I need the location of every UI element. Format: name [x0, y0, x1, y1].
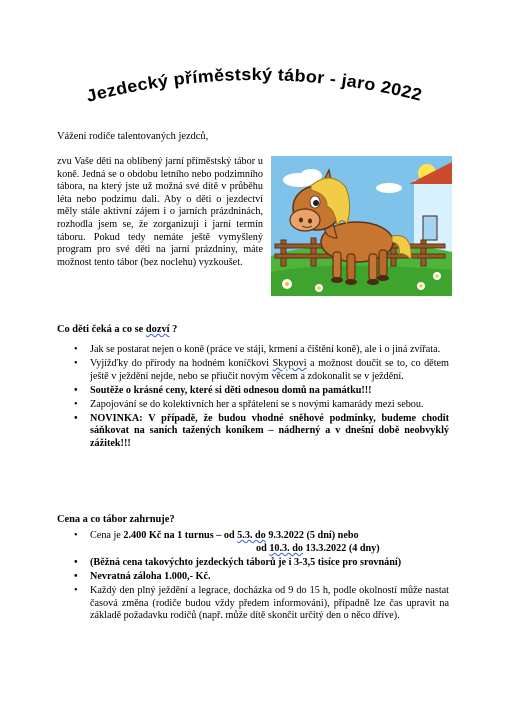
pony-picture [271, 156, 452, 296]
list-item: • Jak se postarat nejen o koně (práce ve stáji, krmení a čištění koně), ale i o jiná zvířata. [74, 344, 449, 357]
pony-illustration [271, 156, 452, 296]
intro-paragraph: zvu Vaše děti na oblíbený jarní příměstský tábor u koně. Jedná se o obdobu letního nebo podzimního tábora, na který jste už možná své dítě v průběhu léta nebo podzimu dali. Aby o děti o jezdectví měly stále aktivní zájem i o jarních prázdninách, rozhodla jsem se, že zorganizuji i jarní termín táboru. Pokud tedy nemáte ještě vymyšlený program pro své děti na jarní prázdniny, máte možnost tento tábor (bez noclehu) vyzkoušet. [57, 156, 263, 268]
list-item: • Soutěže o krásné ceny, které si děti odnesou domů na památku!!! [74, 385, 449, 398]
list-item: • NOVINKA: V případě, že budou vhodné sněhové podmínky, budeme chodit sáňkovat na saních tažených koníkem – nádherný a v dnešní době neobvyklý zážitek!!! [74, 413, 449, 452]
greeting: Vážení rodiče talentovaných jezdců, [57, 131, 209, 142]
list-item: • Cena je 2.400 Kč na 1 turnus – od 5.3. do 9.3.2022 (5 dní) nebo od 10.3. do 13.3.2022 (4 dny) [74, 530, 449, 556]
title-text: Jezdecký příměstský tábor - jaro 2022 [84, 64, 424, 106]
page-title [84, 62, 429, 110]
list-item: • Nevratná záloha 1.000,- Kč. [74, 571, 449, 584]
price-list [74, 530, 449, 624]
program-list [74, 344, 449, 452]
title-wordart [84, 62, 429, 110]
list-item: • Vyjížďky do přírody na hodném koníčkovi Skypovi a možnost doučit se to, co dětem ještě v ježdění nejde, nebo se přiučit novým věcem a zdokonalit se v ježdění. [74, 358, 449, 384]
svg-text:Jezdecký příměstský tábor - ja [84, 65, 424, 106]
list-item: • (Běžná cena takovýchto jezdeckých táborů je i 3-3,5 tisíce pro srovnání) [74, 557, 449, 570]
list-item: • Zapojování se do kolektivních her a spřátelení se s novými kamarády mezi sebou. [74, 399, 449, 412]
list-item: • Každý den plný ježdění a legrace, docházka od 9 do 15 h, podle okolností může nastat časová změna (rodiče budou vždy předem informováni), případně lze čas upravit na základě požadavku rodičů (např. může dítě skončit určitý den o něco dříve). [74, 585, 449, 624]
section-heading-program: Co děti čeká a co se dozví ? [57, 324, 178, 335]
section-heading-price: Cena a co tábor zahrnuje? [57, 514, 175, 525]
